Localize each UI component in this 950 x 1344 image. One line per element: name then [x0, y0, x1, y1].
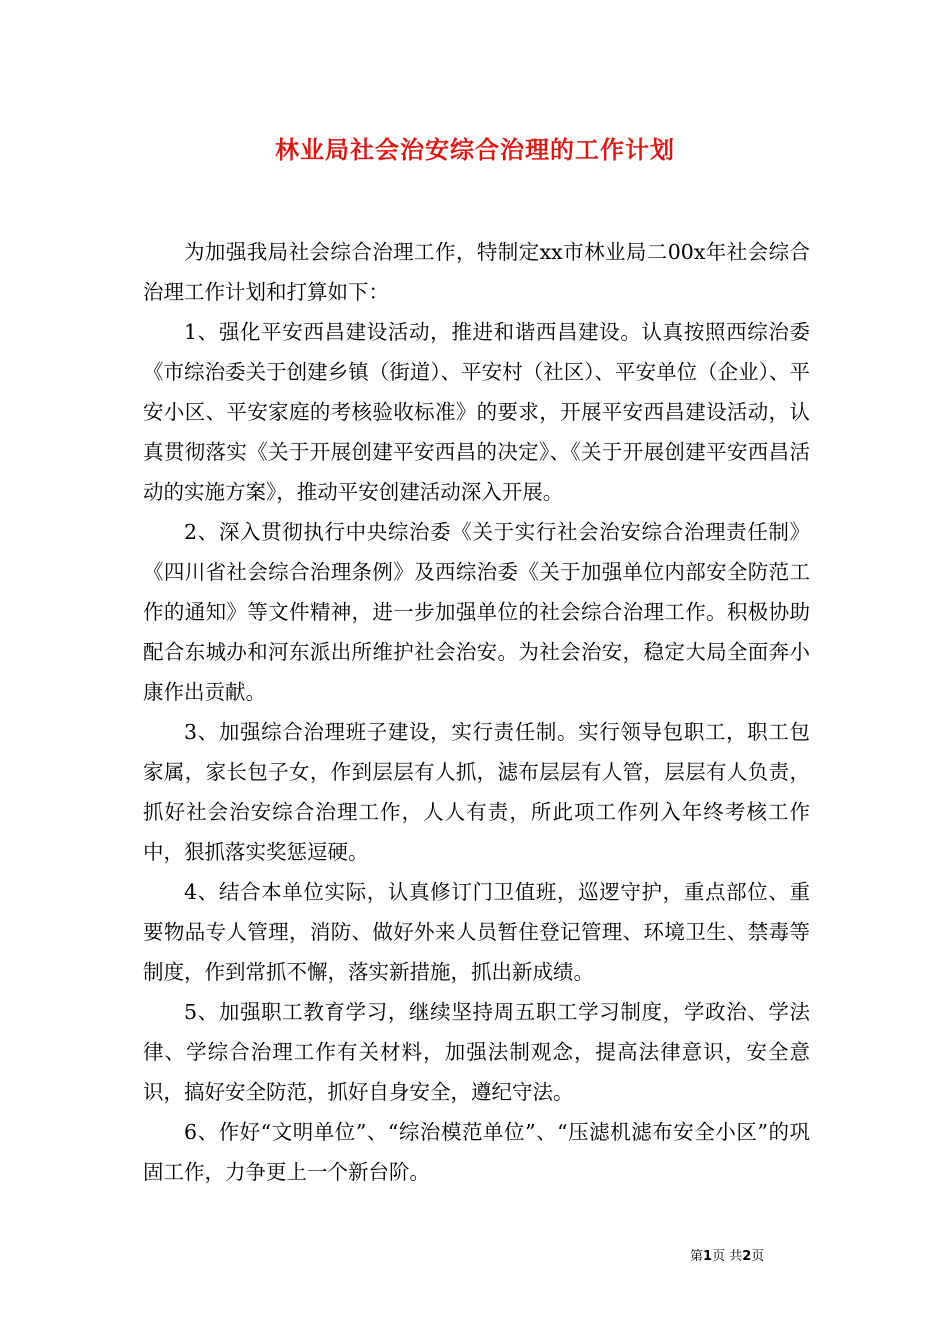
- page-number-footer: [690, 1247, 820, 1267]
- paragraph-item-2: 2、深入贯彻执行中央综治委《关于实行社会治安综合治理责任制》《四川省社会综合治理条例》及西综治委《关于加强单位内部安全防范工作的通知》等文件精神，进一步加强单位的社会综合治理工作。积极协助配合东城办和河东派出所维护社会治安。为社会治安，稳定大局全面奔小康作出贡献。: [143, 520, 810, 704]
- footer-total-pages: 2: [742, 1249, 752, 1264]
- paragraph-item-5: 5、加强职工教育学习，继续坚持周五职工学习制度，学政治、学法律、学综合治理工作有关材料，加强法制观念，提高法律意识，安全意识，搞好安全防范，抓好自身安全，遵纪守法。: [143, 1000, 810, 1104]
- paragraph-item-4: 4、结合本单位实际，认真修订门卫值班，巡逻守护，重点部位、重要物品专人管理，消防、做好外来人员暂住登记管理、环境卫生、禁毒等制度，作到常抓不懈，落实新措施，抓出新成绩。: [143, 880, 810, 984]
- document-title: 林业局社会治安综合治理的工作计划: [275, 135, 675, 164]
- footer-suffix: 页: [751, 1249, 765, 1264]
- footer-current-page: 1: [703, 1249, 713, 1264]
- paragraph-item-6: 6、作好“文明单位”、“综治模范单位”、“压滤机滤布安全小区”的巩固工作，力争更上一个新台阶。: [143, 1120, 810, 1184]
- paragraph-item-1: 1、强化平安西昌建设活动，推进和谐西昌建设。认真按照西综治委《市综治委关于创建乡镇（街道）、平安村（社区）、平安单位（企业）、平安小区、平安家庭的考核验收标准》的要求，开展平安西昌建设活动，认真贯彻落实《关于开展创建平安西昌的决定》、《关于开展创建平安西昌活动的实施方案》，推动平安创建活动深入开展。: [143, 320, 810, 504]
- document-body: [143, 232, 810, 1192]
- footer-prefix: 第: [690, 1249, 704, 1264]
- intro-paragraph: 为加强我局社会综合治理工作，特制定xx市林业局二00x年社会综合治理工作计划和打算如下：: [143, 240, 810, 304]
- footer-middle: 页 共: [712, 1249, 743, 1264]
- paragraph-item-3: 3、加强综合治理班子建设，实行责任制。实行领导包职工，职工包家属，家长包子女，作到层层有人抓，滤布层层有人管，层层有人负责，抓好社会治安综合治理工作，人人有责，所此项工作列入年终考核工作中，狠抓落实奖惩逗硬。: [143, 720, 810, 864]
